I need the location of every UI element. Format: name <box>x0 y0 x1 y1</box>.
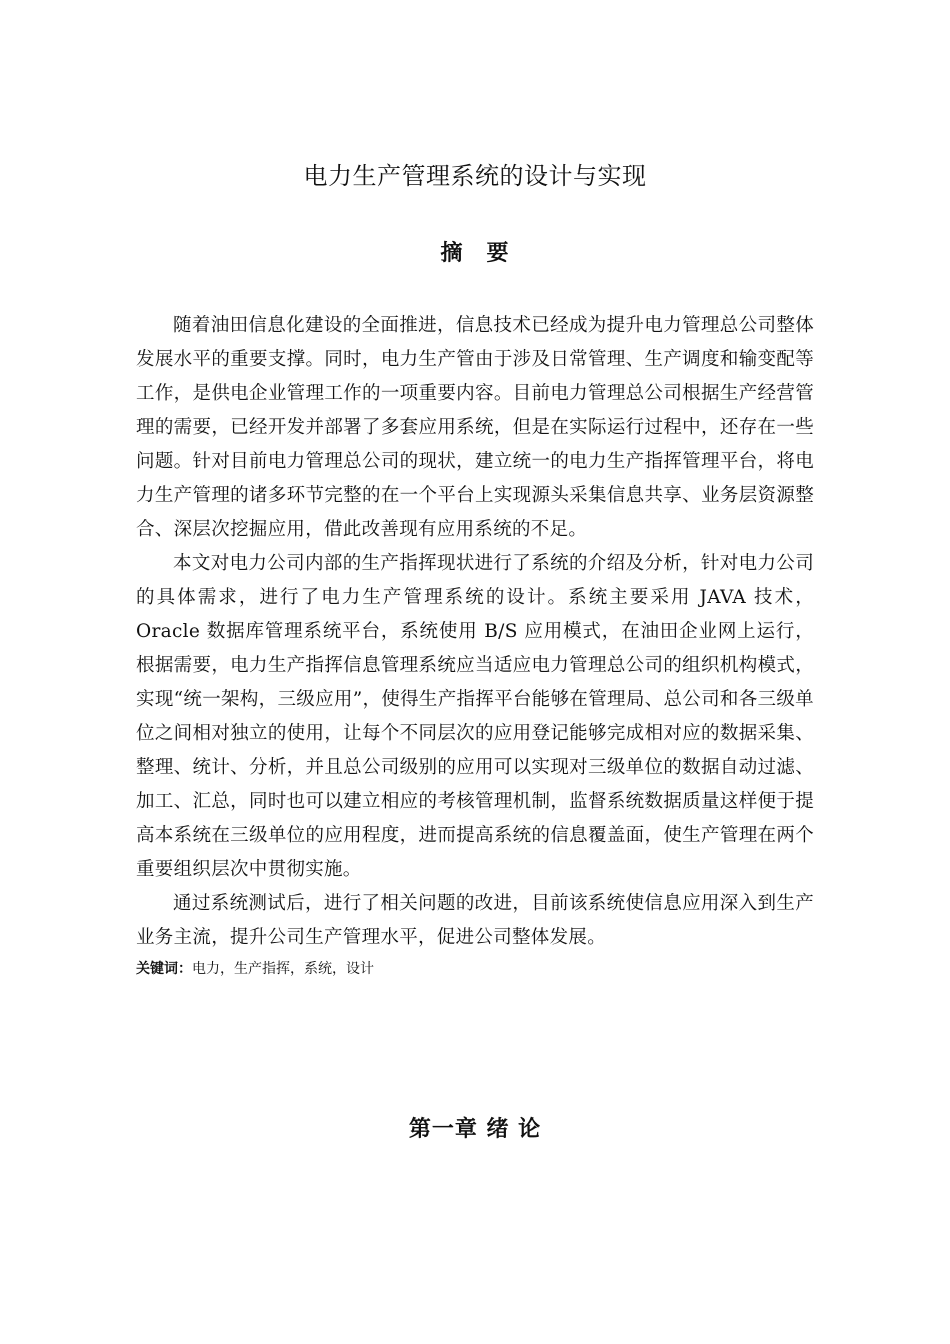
abstract-paragraph-1: 随着油田信息化建设的全面推进，信息技术已经成为提升电力管理总公司整体发展水平的重要支撑。同时，电力生产管由于涉及日常管理、生产调度和输变配等工作，是供电企业管理工作的一项重要内容。目前电力管理总公司根据生产经营管理的需要，已经开发并部署了多套应用系统，但是在实际运行过程中，还存在一些问题。针对目前电力管理总公司的现状，建立统一的电力生产指挥管理平台，将电力生产管理的诸多环节完整的在一个平台上实现源头采集信息共享、业务层资源整合、深层次挖掘应用，借此改善现有应用系统的不足。 <box>136 315 814 540</box>
abstract-paragraph-3: 通过系统测试后，进行了相关问题的改进，目前该系统使信息应用深入到生产业务主流，提升公司生产管理水平，促进公司整体发展。 <box>136 893 814 948</box>
keywords-line <box>136 955 814 983</box>
keywords-label: 关键词： <box>136 961 192 977</box>
abstract-heading: 摘 要 <box>440 241 510 266</box>
keywords-text: 电力，生产指挥，系统，设计 <box>192 961 374 977</box>
document-title: 电力生产管理系统的设计与实现 <box>303 162 647 190</box>
abstract-body <box>136 309 814 955</box>
abstract-paragraph-2: 本文对电力公司内部的生产指挥现状进行了系统的介绍及分析，针对电力公司的具体需求，进行了电力生产管理系统的设计。系统主要采用 JAVA 技术，Oracle 数据库管理系统平台，系统使用 B/S 应用模式，在油田企业网上运行，根据需要，电力生产指挥信息管理系统应当适应电力管理总公司的组织机构模式，实现“统一架构，三级应用”，使得生产指挥平台能够在管理局、总公司和各三级单位之间相对独立的使用，让每个不同层次的应用登记能够完成相对应的数据采集、整理、统计、分析，并且总公司级别的应用可以实现对三级单位的数据自动过滤、加工、汇总，同时也可以建立相应的考核管理机制，监督系统数据质量这样便于提高本系统在三级单位的应用程度，进而提高系统的信息覆盖面，使生产管理在两个重要组织层次中贯彻实施。 <box>136 553 814 880</box>
chapter-heading: 第一章 绪 论 <box>408 1117 542 1142</box>
